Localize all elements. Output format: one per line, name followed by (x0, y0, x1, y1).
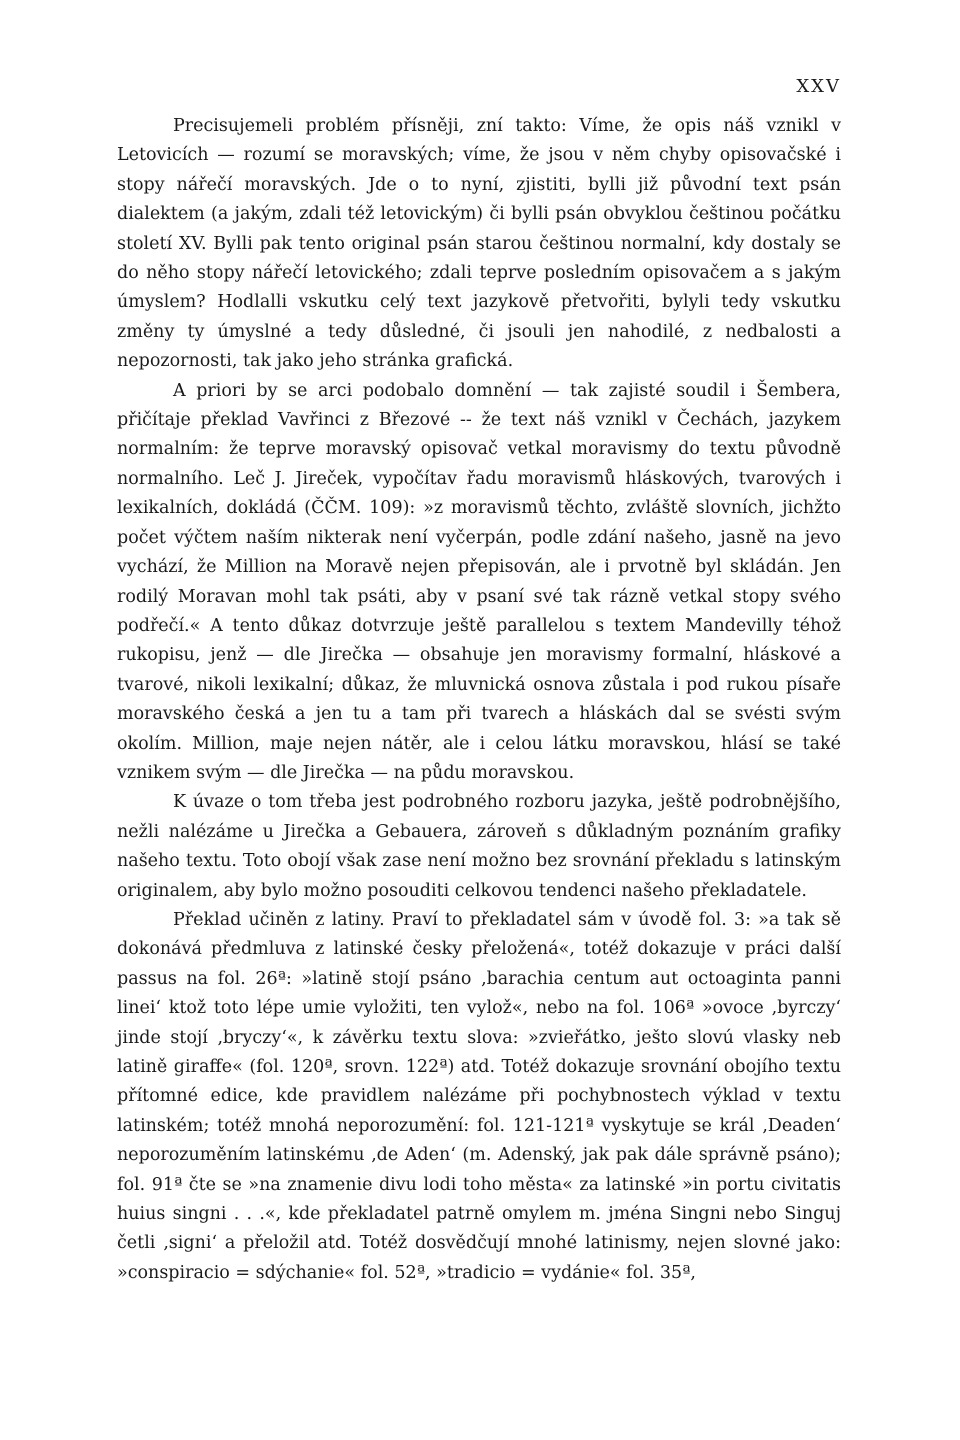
document-page (117, 70, 841, 1288)
paragraph-4: Překlad učiněn z latiny. Praví to překladatel sám v úvodě fol. 3: »a tak sě dokonává předmluva z latinské česky přeložená«, totéž dokazuje v práci další passus na fol. 26ª: »latině stojí psáno ‚barachia centum aut octoaginta panni linei‘ ktož toto lépe umie vyložiti, ten vylož«, nebo na fol. 106ª »ovoce ‚byrczy‘ jinde stojí ‚bryczy‘«, k závěrku textu slova: »zvieřátko, ješto slovú vlasky neb latině giraffe« (fol. 120ª, srovn. 122ª) atd. Totéž dokazuje srovnání obojího textu přítomné edice, kde pravidlem nalézáme při pochybnostech výklad v textu latinském; totéž mnohá neporozumění: fol. 121-121ª vyskytuje se král ‚Deaden‘ neporozuměním latinskému ‚de Aden‘ (m. Adenský, jak pak dále správně psáno); fol. 91ª čte se »na znamenie divu lodi toho města« za latinské »in portu civitatis huius singni . . .«, kde překladatel patrně omylem m. jména Singni nebo Singuj četli ‚signi‘ a přeložil atd. Totéž dosvědčují mnohé latinismy, nejen slovné jako: »conspiracio = sdýchanie« fol. 52ª, »tradicio = vydánie« fol. 35ª, (117, 909, 841, 1283)
paragraph-2: A priori by se arci podobalo domnění — tak zajisté soudil i Šembera, přičítaje překlad Vavřinci z Březové -- že text náš vznikl v Čechách, jazykem normalním: že teprve moravský opisovač vetkal moravismy do textu původně normalního. Leč J. Jireček, vypočítav řadu moravismů hláskových, tvarových i lexikalních, dokládá (ČČM. 109): »z moravismů těchto, zvláště slovních, jichžto počet výčtem naším nikterak není vyčerpán, podle zdání našeho, jasně na jevo vychází, že Million na Moravě nejen přepisován, ale i prvotně byl skládán. Jen rodilý Moravan mohl tak psáti, aby v psaní své tak rázně vetkal stopy svého podřečí.« A tento důkaz dotvrzuje ještě parallelou s textem Mandevilly téhož rukopisu, jenž — dle Jirečka — obsahuje jen moravismy formalní, hláskové a tvarové, nikoli lexikalní; důkaz, že mluvnická osnova zůstala i pod rukou písaře moravského česká a jen tu a tam při tvarech a hláskách dal se svésti svým okolím. Million, maje nejen nátěr, ale i celou látku moravskou, hlásí se také vznikem svým — dle Jirečka — na půdu moravskou. (117, 380, 841, 783)
paragraph-1: Precisujemeli problém přísněji, zní takto: Víme, že opis náš vznikl v Letovicích — rozumí se moravských; víme, že jsou v něm chyby opisovačské i stopy nářečí moravských. Jde o to nyní, zjistiti, bylli již původní text psán dialektem (a jakým, zdali též letovickým) či bylli psán obvyklou češtinou počátku století XV. Bylli pak tento original psán starou češtinou normalní, kdy dostaly se do něho stopy nářečí letovického; zdali teprve posledním opisovačem a s jakým úmyslem? Hodlalli vskutku celý text jazykově přetvořiti, bylyli tedy vskutku změny ty úmyslné a tedy důsledné, či jsouli jen nahodilé, z nedbalosti a nepozornosti, tak jako jeho stránka grafická. (117, 116, 841, 372)
paragraph-3: K úvaze o tom třeba jest podrobného rozboru jazyka, ještě podrobnějšího, nežli nalézáme u Jirečka a Gebauera, zároveň s důkladným poznáním grafiky našeho textu. Toto obojí však zase není možno bez srovnání překladu s latinským originalem, aby bylo možno posouditi celkovou tendenci našeho překladatele. (117, 792, 841, 901)
page-number: XXV (796, 76, 841, 97)
